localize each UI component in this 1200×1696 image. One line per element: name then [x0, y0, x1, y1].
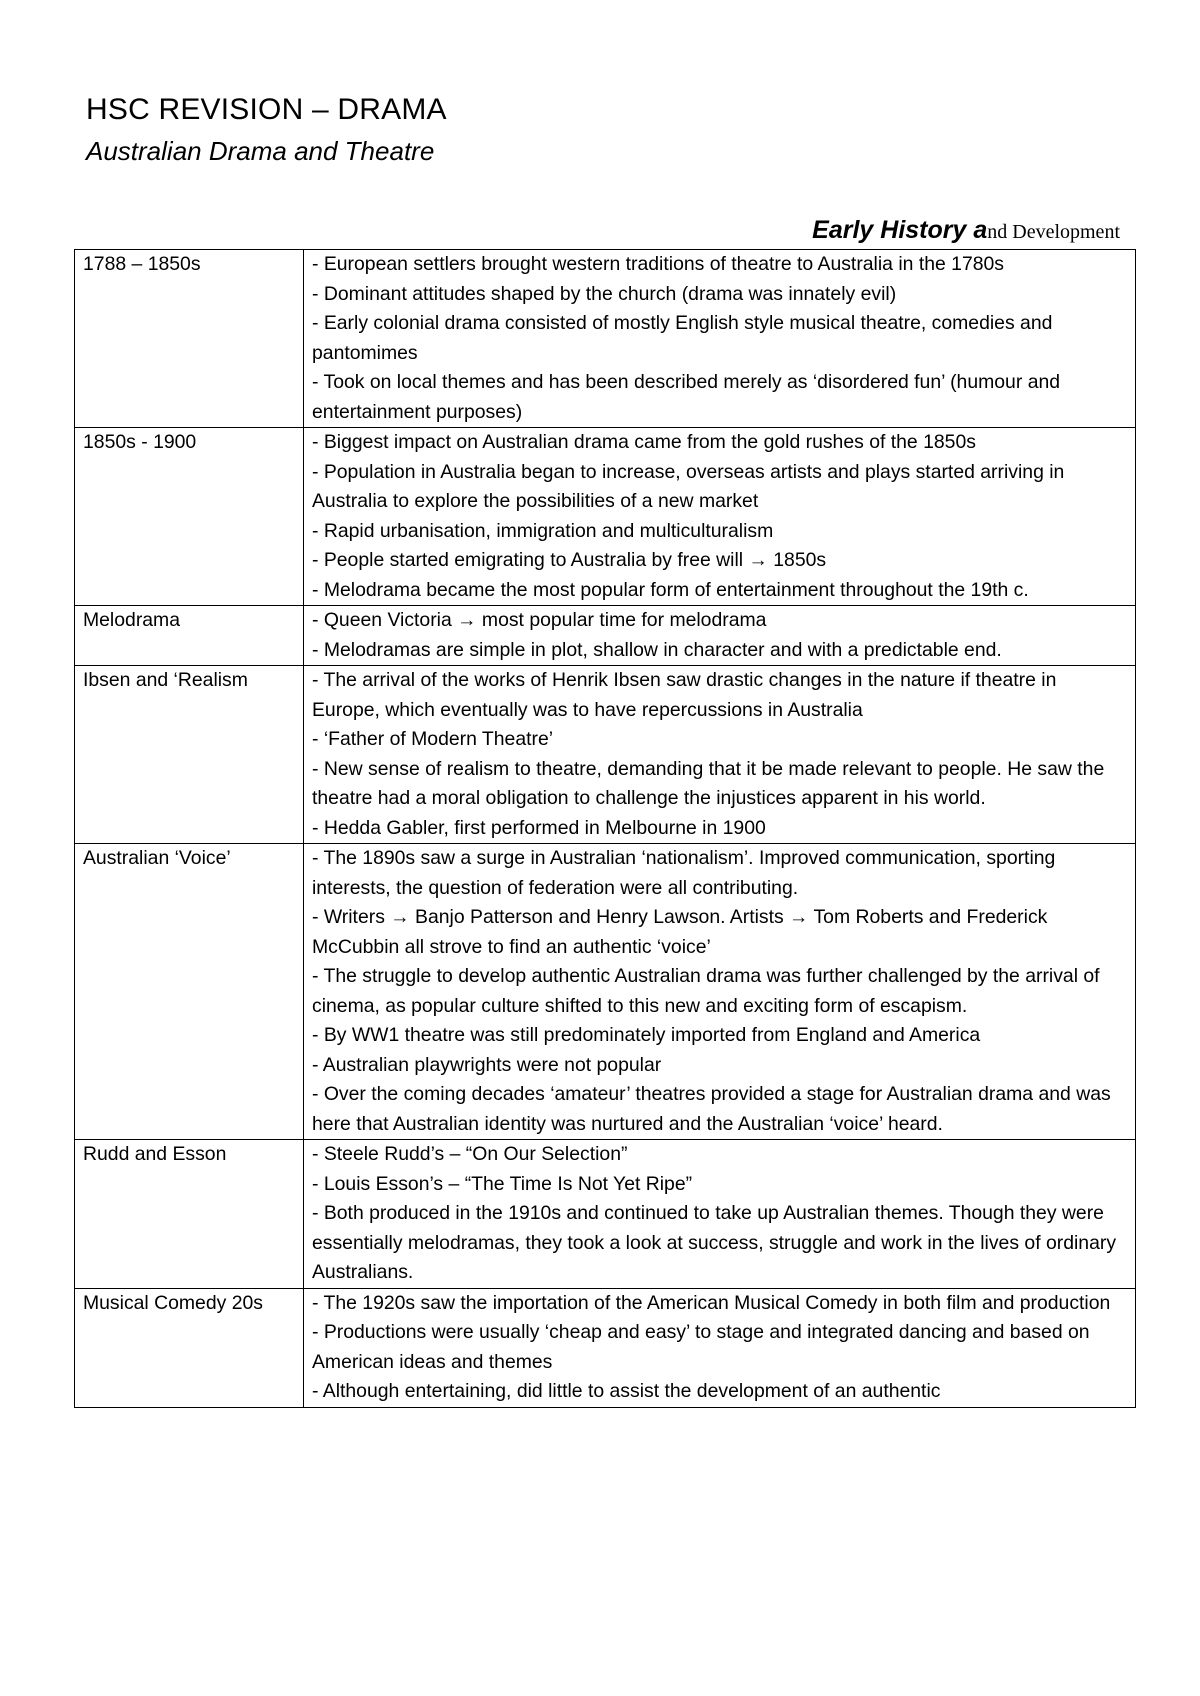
period-cell: Ibsen and ‘Realism [75, 666, 304, 844]
table-row [75, 250, 1136, 428]
bullet-point: - Hedda Gabler, first performed in Melbourne in 1900 [312, 816, 766, 839]
points-cell [304, 428, 1136, 606]
period-cell: 1850s - 1900 [75, 428, 304, 606]
table-row [75, 844, 1136, 1140]
bullet-point: - Queen Victoria → most popular time for melodrama [312, 609, 767, 631]
period-cell: 1788 – 1850s [75, 250, 304, 428]
bullet-point: - People started emigrating to Australia by free will → 1850s [312, 549, 827, 571]
points-cell [304, 250, 1136, 428]
history-table [74, 249, 1136, 1408]
bullet-point: - Both produced in the 1910s and continued to take up Australian themes. Though they were essentially melodramas, they took a look at success, struggle and work in the lives of ordinary Australians. [312, 1202, 1117, 1283]
bullet-point: - Writers → Banjo Patterson and Henry Lawson. Artists → Tom Roberts and Frederick McCubbin all strove to find an authentic ‘voice’ [312, 906, 1048, 958]
bullet-point: - The 1920s saw the importation of the American Musical Comedy in both film and production [312, 1291, 1111, 1314]
points-cell [304, 666, 1136, 844]
bullet-point: - Melodrama became the most popular form of entertainment throughout the 19th c. [312, 578, 1029, 601]
bullet-point: - Louis Esson’s – “The Time Is Not Yet Ripe” [312, 1172, 693, 1195]
bullet-point: - Biggest impact on Australian drama came from the gold rushes of the 1850s [312, 431, 976, 453]
period-cell: Musical Comedy 20s [75, 1288, 304, 1407]
period-cell: Rudd and Esson [75, 1140, 304, 1289]
bullet-point: - Steele Rudd’s – “On Our Selection” [312, 1143, 628, 1165]
table-row [75, 606, 1136, 666]
page-title: HSC REVISION – DRAMA [86, 93, 447, 126]
bullet-point: - The struggle to develop authentic Australian drama was further challenged by the arrival of cinema, as popular culture shifted to this new and exciting form of escapism. [312, 965, 1100, 1017]
bullet-point: - Melodramas are simple in plot, shallow in character and with a predictable end. [312, 638, 1002, 661]
section-heading-bold: Early History a [812, 216, 988, 244]
table-row [75, 428, 1136, 606]
points-cell [304, 1140, 1136, 1289]
bullet-point: - Australian playwrights were not popular [312, 1053, 662, 1076]
section-heading [812, 216, 1120, 246]
bullet-point: - European settlers brought western traditions of theatre to Australia in the 1780s [312, 253, 1005, 275]
table-row [75, 1140, 1136, 1289]
points-cell [304, 606, 1136, 666]
period-cell: Australian ‘Voice’ [75, 844, 304, 1140]
bullet-point: - Dominant attitudes shaped by the church (drama was innately evil) [312, 282, 897, 305]
table-row [75, 1288, 1136, 1407]
bullet-point: - The 1890s saw a surge in Australian ‘nationalism’. Improved communication, sporting interests, the question of federation were all contributing. [312, 847, 1056, 899]
bullet-point: - Took on local themes and has been described merely as ‘disordered fun’ (humour and entertainment purposes) [312, 371, 1061, 423]
section-heading-rest: nd Development [987, 221, 1120, 243]
bullet-point: - The arrival of the works of Henrik Ibsen saw drastic changes in the nature if theatre in Europe, which eventually was to have repercussions in Australia [312, 669, 1057, 721]
page-subtitle: Australian Drama and Theatre [86, 136, 435, 166]
bullet-point: - Rapid urbanisation, immigration and multiculturalism [312, 519, 774, 542]
bullet-point: - Although entertaining, did little to assist the development of an authentic [312, 1380, 941, 1402]
bullet-point: - ‘Father of Modern Theatre’ [312, 728, 554, 750]
points-cell [304, 1288, 1136, 1407]
period-cell: Melodrama [75, 606, 304, 666]
bullet-point: - New sense of realism to theatre, demanding that it be made relevant to people. He saw the theatre had a moral obligation to challenge the injustices apparent in his world. [312, 757, 1105, 809]
table-row [75, 666, 1136, 844]
bullet-point: - Early colonial drama consisted of mostly English style musical theatre, comedies and pantomimes [312, 312, 1053, 364]
bullet-point: - Population in Australia began to increase, overseas artists and plays started arriving in Australia to explore the possibilities of a new market [312, 460, 1065, 512]
bullet-point: - Productions were usually ‘cheap and easy’ to stage and integrated dancing and based on American ideas and themes [312, 1321, 1090, 1373]
bullet-point: - By WW1 theatre was still predominately imported from England and America [312, 1024, 981, 1046]
bullet-point: - Over the coming decades ‘amateur’ theatres provided a stage for Australian drama and was here that Australian identity was nurtured and the Australian ‘voice’ heard. [312, 1083, 1111, 1135]
points-cell [304, 844, 1136, 1140]
